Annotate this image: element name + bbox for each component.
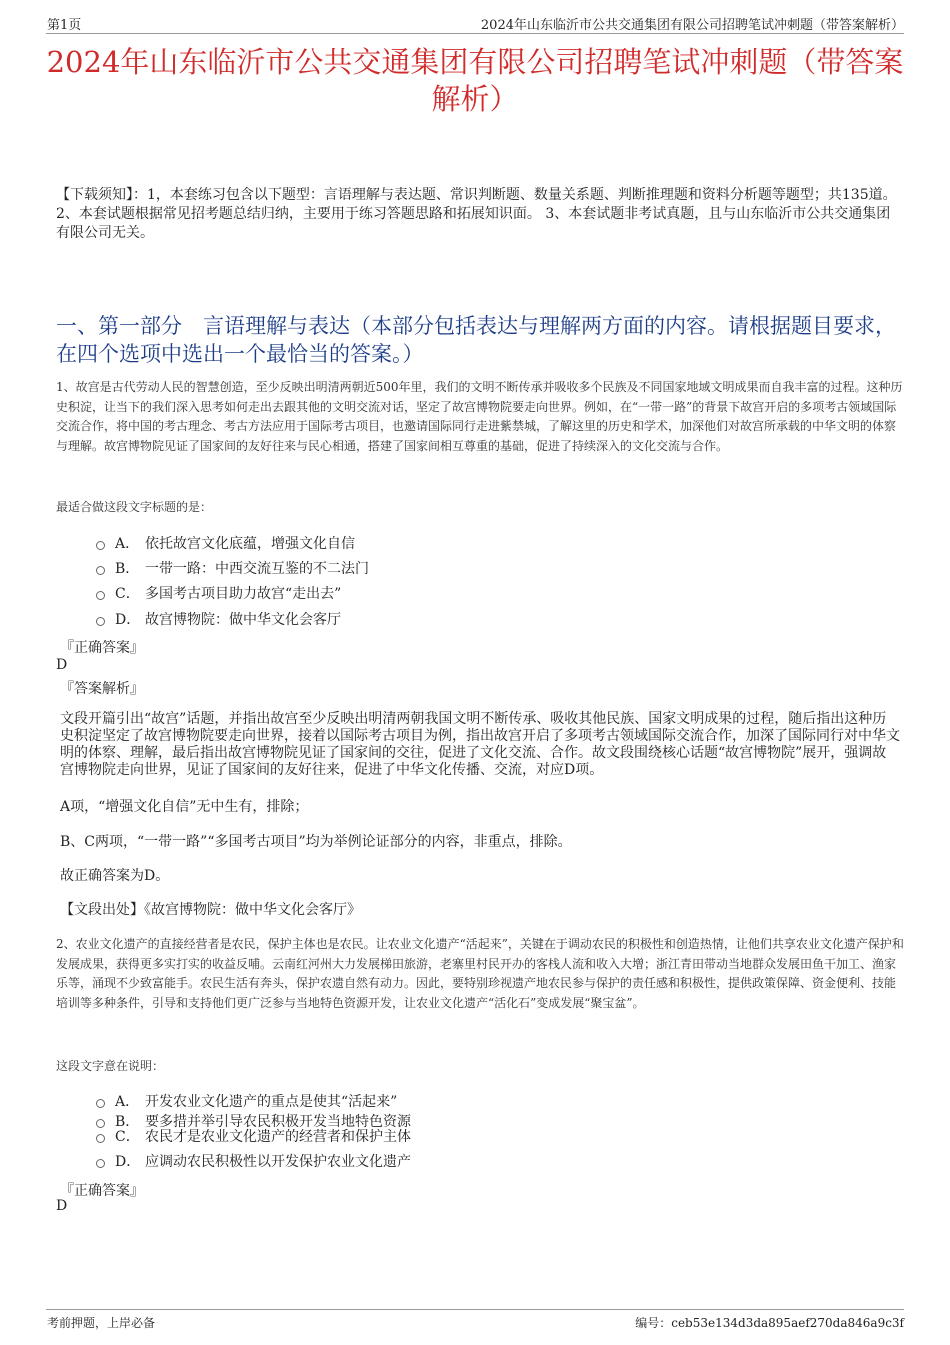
- radio-icon[interactable]: [96, 1134, 105, 1143]
- question-2-option-a[interactable]: [96, 1091, 397, 1111]
- answer-label: 『正确答案』: [60, 1183, 144, 1199]
- radio-icon[interactable]: [96, 566, 105, 575]
- question-2-option-c[interactable]: [96, 1126, 411, 1146]
- option-text: 多国考古项目助力故宫“走出去”: [145, 586, 342, 602]
- footer-slogan: 考前押题，上岸必备: [47, 1316, 156, 1330]
- question-2-option-d[interactable]: [96, 1151, 411, 1171]
- question-1-text: 1、故宫是古代劳动人民的智慧创造，至少反映出明清两朝近500年里，我们的文明不断传承并吸收多个民族及不同国家地域文明成果而自我丰富的过程。这种历史积淀，让当下的我们深入思考如何走出去跟其他的文明交流对话，坚定了故宫博物院要走向世界。例如，在“一带一路”的背景下故宫开启的多项考古领域国际交流合作，将中国的考古理念、考古方法应用于国际考古项目，也邀请国际同行走进紫禁城，了解这里的历史和学术，加深他们对故宫所承载的中华文明的体察与理解。故宫博物院见证了国家间的友好往来与民心相通，搭建了国家间相互尊重的基础，促进了持续深入的文化交流与合作。: [56, 380, 903, 453]
- analysis-conclusion: 故正确答案为D。: [60, 868, 170, 884]
- answer-value: D: [56, 1198, 68, 1214]
- question-1-prompt: 最适合做这段文字标题的是：: [56, 500, 213, 514]
- section-heading: 一、第一部分 言语理解与表达（本部分包括表达与理解两方面的内容。请根据题目要求，在四个选项中选出一个最恰当的答案。）: [56, 314, 896, 366]
- option-text: 开发农业文化遗产的重点是使其“活起来”: [145, 1094, 398, 1110]
- option-text: 依托故宫文化底蕴，增强文化自信: [145, 536, 355, 552]
- question-2-prompt: 这段文字意在说明：: [56, 1059, 165, 1073]
- passage-source: 【文段出处】《故宫博物院：做中华文化会客厅》: [60, 902, 361, 918]
- radio-icon[interactable]: [96, 541, 105, 550]
- option-letter: B．: [115, 561, 140, 577]
- radio-icon[interactable]: [96, 1159, 105, 1168]
- radio-icon[interactable]: [96, 617, 105, 626]
- radio-icon[interactable]: [96, 1099, 105, 1108]
- question-1-option-d[interactable]: [96, 609, 341, 629]
- radio-icon[interactable]: [96, 591, 105, 600]
- question-2-text: 2、农业文化遗产的直接经营者是农民，保护主体也是农民。让农业文化遗产“活起来”，关键在于调动农民的积极性和创造热情，让他们共享农业文化遗产保护和发展成果，获得更多实打实的收益反哺。云南红河州大力发展梯田旅游，老寨里村民开办的客栈人流和收入大增；浙江青田带动当地群众发展田鱼干加工、渔家乐等，涌现不少致富能手。农民生活有奔头，保护农遗自然有动力。因此，要特别珍视遗产地农民参与保护的责任感和积极性，提供政策保障、资金便利、技能培训等多种条件，引导和支持他们更广泛参与当地特色资源开发，让农业文化遗产“活化石”变成发展“聚宝盆”。: [56, 937, 904, 1010]
- question-1-option-c[interactable]: [96, 583, 341, 603]
- analysis-label: 『答案解析』: [60, 681, 144, 697]
- analysis-note-bc: B、C两项，“一带一路”“多国考古项目”均为举例论证部分的内容，非重点，排除。: [60, 834, 572, 850]
- question-1-option-a[interactable]: [96, 533, 355, 553]
- analysis-text: 文段开篇引出“故宫”话题，并指出故宫至少反映出明清两朝我国文明不断传承、吸收其他民族、国家文明成果的过程，随后指出这种历史积淀坚定了故宫博物院要走向世界，接着以国际考古项目为例，指出故宫开启了多项考古领域国际交流合作，加深了国际同行对中华文明的体察、理解，最后指出故宫博物院见证了国家间的交往，促进了文化交流、合作。故文段围绕核心话题“故宫博物院”展开，强调故宫博物院走向世界，见证了国家间的友好往来，促进了中华文化传播、交流，对应D项。: [60, 711, 900, 778]
- option-letter: A．: [115, 536, 140, 552]
- question-1-option-b[interactable]: [96, 558, 369, 578]
- option-text: 故宫博物院：做中华文化会客厅: [145, 612, 341, 628]
- running-title: 2024年山东临沂市公共交通集团有限公司招聘笔试冲刺题（带答案解析）: [480, 18, 904, 33]
- option-letter: D．: [115, 1154, 141, 1170]
- option-letter: A．: [115, 1094, 140, 1110]
- option-text: 要多措并举引导农民积极开发当地特色资源: [145, 1114, 411, 1130]
- option-letter: C．: [115, 1129, 140, 1145]
- answer-label: 『正确答案』: [60, 640, 144, 656]
- option-letter: C．: [115, 586, 140, 602]
- option-text: 应调动农民积极性以开发保护农业文化遗产: [145, 1154, 411, 1170]
- footer-divider: [46, 1309, 904, 1310]
- option-text: 一带一路：中西交流互鉴的不二法门: [145, 561, 369, 577]
- header-divider: [46, 33, 904, 34]
- option-letter: D．: [115, 612, 141, 628]
- document-id: 编号：ceb53e134d3da895aef270da846a9c3f: [635, 1316, 904, 1330]
- option-letter: B．: [115, 1114, 140, 1130]
- document-title: 2024年山东临沂市公共交通集团有限公司招聘笔试冲刺题（带答案解析）: [46, 45, 904, 116]
- answer-value: D: [56, 657, 68, 673]
- download-notice: 【下载须知】：1，本套练习包含以下题型：言语理解与表达题、常识判断题、数量关系题、判断推理题和资料分析题等题型；共135道。 2、本套试题根据常见招考题总结归纳，主要用于练习答题思路和拓展知识面。 3、本套试题非考试真题，且与山东临沂市公共交通集团有限公司无关。: [56, 187, 897, 241]
- analysis-note-a: A项，“增强文化自信”无中生有，排除；: [60, 799, 309, 815]
- page-number: 第1页: [47, 18, 82, 33]
- option-text: 农民才是农业文化遗产的经营者和保护主体: [145, 1129, 411, 1145]
